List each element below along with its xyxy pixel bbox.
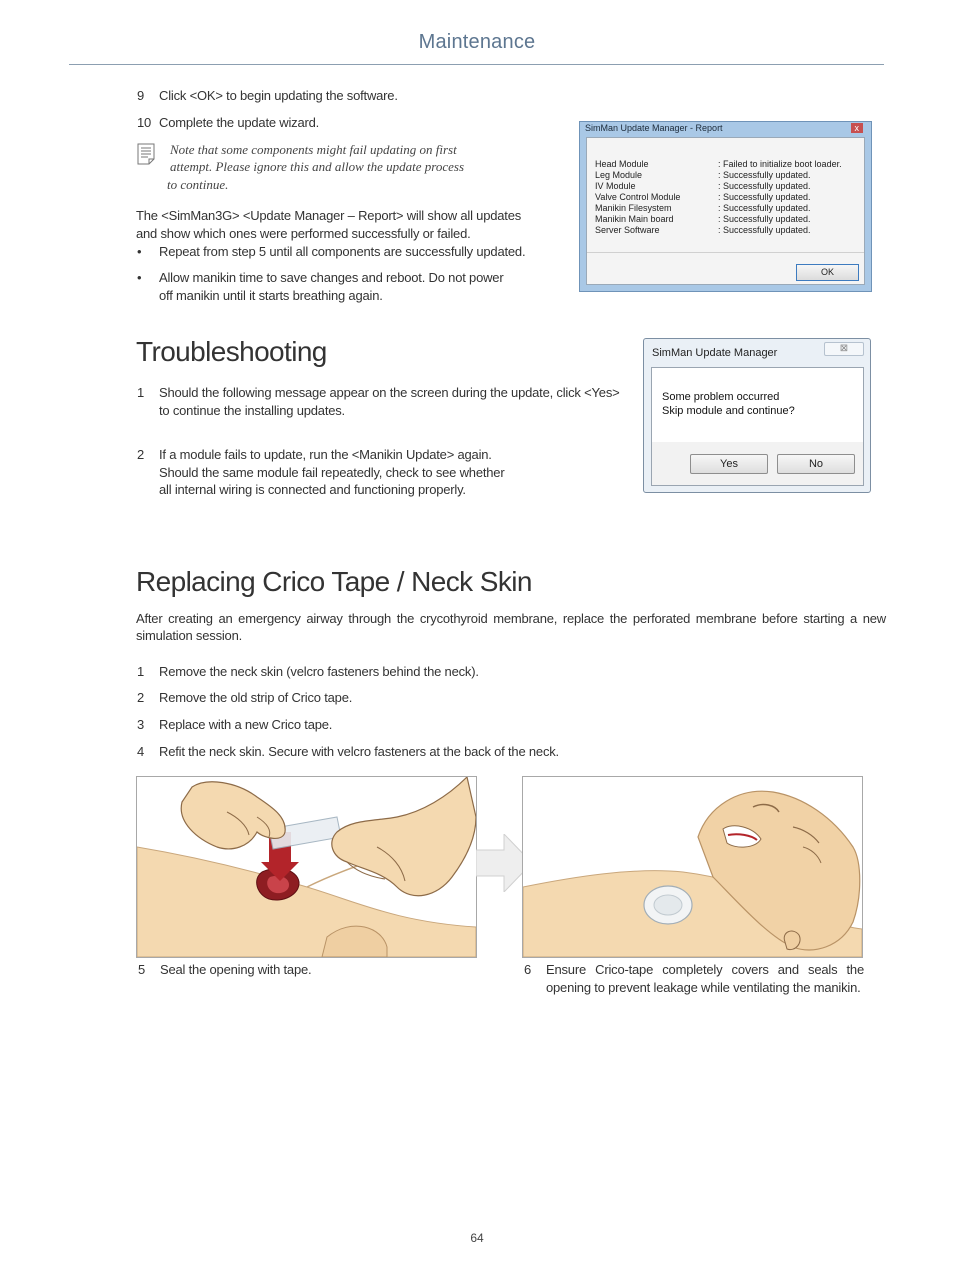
component-status: : Successfully updated. (718, 170, 811, 180)
step-text: Click <OK> to begin updating the software. (159, 88, 398, 103)
crico-heading: Replacing Crico Tape / Neck Skin (136, 566, 532, 597)
crico-step-3-text: Replace with a new Crico tape. (159, 717, 333, 732)
dialog-message-area (652, 368, 863, 442)
component-name: Manikin Main board (595, 214, 674, 224)
note-line-3: to continue. (167, 177, 229, 192)
bullet-marker: • (137, 270, 142, 285)
page-number: 64 (470, 1231, 484, 1245)
yes-button[interactable]: Yes (690, 454, 768, 474)
crico-step-1-text: Remove the neck skin (velcro fasteners behind the neck). (159, 664, 479, 679)
component-status: : Successfully updated. (718, 225, 811, 235)
component-status: : Successfully updated. (718, 203, 811, 213)
close-icon[interactable]: ⊠ (824, 342, 864, 356)
component-status: : Successfully updated. (718, 192, 811, 202)
bullet-2-line-2: off manikin until it starts breathing again. (159, 288, 383, 303)
no-button[interactable]: No (777, 454, 855, 474)
step-text: Complete the update wizard. (159, 115, 320, 130)
trouble-step-1-line-1: Should the following message appear on the screen during the update, click <Yes> (159, 385, 620, 400)
step-number: 10 (137, 115, 152, 130)
close-icon[interactable]: x (851, 123, 864, 133)
note-line-2: attempt. Please ignore this and allow the update process (170, 159, 465, 174)
trouble-step-2-number: 2 (137, 447, 145, 462)
caption-5-text: Seal the opening with tape. (160, 962, 312, 977)
component-name: Server Software (595, 225, 660, 235)
illustration-hands-applying-tape (137, 777, 476, 957)
crico-step-1-number: 1 (137, 664, 145, 679)
crico-step-4-text: Refit the neck skin. Secure with velcro fasteners at the back of the neck. (159, 744, 559, 759)
note-line-1: Note that some components might fail updating on first (170, 142, 457, 157)
report-paragraph-line-1: The <SimMan3G> <Update Manager – Report> will show all updates (136, 208, 522, 223)
update-manager-dialog (643, 338, 871, 493)
crico-intro-line-1: After creating an emergency airway through the crycothyroid membrane, replace the perforated membrane before starting a new (136, 611, 886, 626)
component-status: : Failed to initialize boot loader. (718, 159, 842, 169)
caption-5-number: 5 (138, 962, 146, 977)
dialog-message-line-2: Skip module and continue? (662, 405, 795, 417)
bullet-1-text: Repeat from step 5 until all components are successfully updated. (159, 244, 526, 259)
trouble-step-2-line-1: If a module fails to update, run the <Manikin Update> again. (159, 447, 492, 462)
header-divider (69, 64, 884, 65)
caption-6-line-1: Ensure Crico-tape completely covers and seals the (546, 962, 864, 977)
update-report-window (579, 121, 872, 292)
report-divider (587, 252, 864, 253)
dialog-message-line-1: Some problem occurred (662, 391, 780, 403)
trouble-step-1-line-2: to continue the installing updates. (159, 403, 345, 418)
component-name: Valve Control Module (595, 192, 681, 202)
dialog-title: SimMan Update Manager (652, 347, 778, 359)
illustration-manikin-neck (523, 777, 862, 957)
trouble-step-2-line-2: Should the same module fail repeatedly, check to see whether (159, 465, 505, 480)
step-number: 9 (137, 88, 145, 103)
bullet-2-line-1: Allow manikin time to save changes and reboot. Do not power (159, 270, 504, 285)
component-status: : Successfully updated. (718, 181, 811, 191)
component-status: : Successfully updated. (718, 214, 811, 224)
crico-intro-line-2: simulation session. (136, 628, 243, 643)
figure-seal-opening (136, 776, 477, 958)
dialog-body (651, 367, 864, 486)
crico-step-3-number: 3 (137, 717, 145, 732)
crico-step-4-number: 4 (137, 744, 145, 759)
report-paragraph-line-2: and show which ones were performed successfully or failed. (136, 226, 471, 241)
report-window-title: SimMan Update Manager - Report (585, 123, 723, 133)
caption-6-line-2: opening to prevent leakage while ventilating the manikin. (546, 980, 861, 995)
crico-step-2-number: 2 (137, 690, 145, 705)
component-name: IV Module (595, 181, 636, 191)
report-content (586, 137, 865, 285)
ok-button[interactable]: OK (796, 264, 859, 281)
bullet-marker: • (137, 244, 142, 259)
figure-tape-covering (522, 776, 863, 958)
component-name: Manikin Filesystem (595, 203, 672, 213)
note-icon (137, 143, 157, 167)
caption-6-number: 6 (524, 962, 532, 977)
troubleshooting-heading: Troubleshooting (136, 336, 327, 367)
trouble-step-1-number: 1 (137, 385, 145, 400)
crico-step-2-text: Remove the old strip of Crico tape. (159, 690, 353, 705)
component-name: Head Module (595, 159, 649, 169)
trouble-step-2-line-3: all internal wiring is connected and functioning properly. (159, 482, 466, 497)
section-title: Maintenance (418, 31, 536, 53)
component-name: Leg Module (595, 170, 643, 180)
